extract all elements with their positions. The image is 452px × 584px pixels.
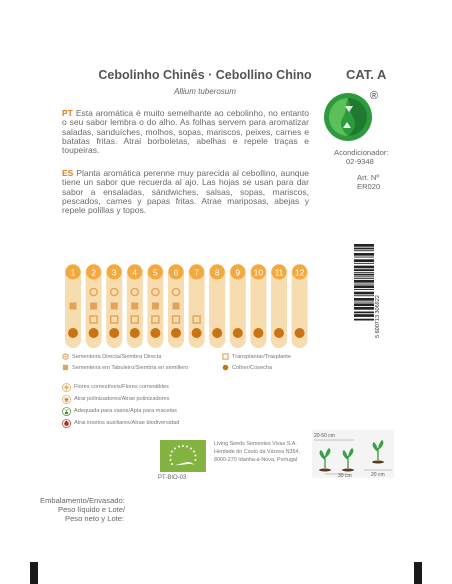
barcode-bar — [354, 253, 374, 256]
company-name: Living Seeds Sementes Vivas S.A. — [214, 441, 297, 447]
barcode-bar — [354, 280, 374, 283]
barcode-bar — [354, 298, 374, 301]
month-number: 12 — [294, 267, 305, 278]
organic-code: PT-BIO-03 — [158, 475, 187, 481]
month-number: 4 — [132, 267, 138, 278]
tray-sowing-mark — [90, 303, 97, 310]
barcode-bar — [354, 285, 374, 288]
barcode-bar — [354, 244, 374, 247]
scientific-name: Allium tuberosum — [174, 87, 236, 96]
month-number: 2 — [91, 267, 96, 278]
month-number: 11 — [274, 267, 284, 278]
packer-code: 02-9348 — [346, 157, 374, 166]
packaging-label: Embalamento/Envasado: — [40, 496, 125, 505]
description-pt-text: Esta aromática é muito semelhante ao cebolinho, no entanto o seu sabor lembra o do alho. As folhas servem para aromatizar saladas, sanduíches, molhos, sopas, mariscos, peixes, carnes e batatas fritas. Atrai borboletas, abelhas e repele traças e toupeiras. — [62, 108, 309, 156]
barcode-bar — [354, 314, 374, 317]
barcode-bar — [354, 302, 374, 303]
harvest-mark — [171, 328, 181, 338]
barcode-bar — [354, 289, 374, 290]
lang-code-es: ES — [62, 168, 74, 178]
barcode-bar — [354, 266, 374, 269]
month-number: 7 — [194, 267, 199, 278]
spacing-row-label: 20-50 cm — [314, 433, 335, 439]
packer-label: Acondicionador: — [334, 148, 389, 157]
harvest-mark — [89, 328, 99, 338]
harvest-mark — [233, 328, 243, 338]
harvest-mark — [68, 328, 78, 338]
description-pt — [62, 109, 309, 155]
lang-code-pt: PT — [62, 108, 73, 118]
feature-label: Adequada para vasos/Apta para macetas — [74, 408, 177, 414]
month-number: 10 — [253, 267, 264, 278]
category-label: CAT. A — [346, 67, 387, 82]
legend-direct-label: Sementeira Directa/Siembra Directa — [72, 353, 162, 360]
barcode-bars — [354, 244, 374, 321]
legend-transplant-label: Transplantar/Trasplante — [232, 353, 291, 360]
description-es-text: Planta aromática perenne muy parecida al cebollino, aunque tiene un sabor que recuerda al ajo. Las hojas se usan para dar sabor a ensaladas, sándwiches, salsas, sopas, mariscos, pescados, carnes y papas fritas. Atrae mariposas, abejas y repele polillas y topos. — [62, 168, 309, 216]
crop-mark — [414, 562, 422, 584]
crop-mark — [30, 562, 38, 584]
barcode-bar — [354, 250, 374, 251]
harvest-mark — [253, 328, 263, 338]
registered-mark: ® — [370, 90, 379, 102]
tray-sowing-mark — [173, 303, 180, 310]
barcode — [352, 242, 382, 338]
pot-icon — [62, 407, 71, 416]
barcode-bar — [354, 295, 374, 296]
barcode-bar — [354, 303, 374, 306]
barcode-bar — [354, 307, 374, 310]
net-weight-label: Peso líquido e Lote/ — [58, 505, 126, 514]
product-title: Cebolinho Chinês · Cebollino Chino — [98, 68, 312, 82]
legend-direct — [62, 353, 162, 360]
harvest-mark — [130, 328, 140, 338]
direct-sowing-icon — [62, 353, 69, 360]
description-es — [62, 169, 309, 215]
harvest-mark — [150, 328, 160, 338]
barcode-bar — [354, 263, 374, 264]
green-dot-recycle-icon — [323, 92, 373, 142]
company-address-line: 8060-270 Idanha-a-Nova, Portugal — [214, 457, 298, 463]
ladybug-icon — [62, 419, 71, 428]
barcode-bar — [354, 274, 374, 276]
harvest-mark — [192, 328, 202, 338]
legend-tray — [62, 364, 188, 371]
month-number: 1 — [70, 267, 76, 278]
month-number: 6 — [173, 267, 179, 278]
barcode-bar — [354, 248, 374, 250]
sowing-calendar — [56, 260, 316, 350]
barcode-bar — [354, 276, 374, 277]
tray-sowing-mark — [152, 303, 159, 310]
harvest-mark — [274, 328, 284, 338]
barcode-bar — [354, 259, 374, 262]
legend-tray-label: Sementeira em Tabuleiro/Siembra en semillero — [72, 364, 189, 371]
eu-organic-logo — [160, 440, 206, 472]
bee-icon — [62, 395, 71, 404]
tray-sowing-mark — [131, 303, 138, 310]
tray-sowing-mark — [111, 303, 118, 310]
harvest-mark — [212, 328, 222, 338]
harvest-icon — [222, 364, 229, 371]
spacing-plant-label: 30 cm — [338, 473, 352, 478]
flower-icon — [62, 383, 71, 392]
plant-spacing-diagram — [312, 430, 394, 478]
harvest-mark — [109, 328, 119, 338]
tray-sowing-mark — [70, 303, 77, 310]
legend-transplant — [222, 353, 291, 360]
month-number: 5 — [153, 267, 158, 278]
transplant-icon — [222, 353, 229, 360]
barcode-bar — [354, 292, 374, 295]
month-number: 9 — [235, 267, 241, 278]
harvest-mark — [295, 328, 305, 338]
legend-harvest — [222, 364, 272, 371]
feature-label: Flores comestíveis/Flores comestibles — [74, 384, 169, 390]
legend-harvest-label: Colher/Cosecha — [232, 364, 273, 371]
barcode-bar — [354, 272, 374, 273]
barcode-bar — [354, 319, 374, 321]
month-number: 8 — [214, 267, 220, 278]
feature-label: Atrai insetos auxiliares/Atrae biodiversidad — [74, 420, 180, 426]
barcode-bar — [354, 284, 374, 285]
barcode-bar — [354, 257, 374, 258]
barcode-bar — [354, 269, 374, 271]
net-weight-label: Peso neto y Lote: — [65, 514, 125, 523]
month-number: 3 — [111, 267, 117, 278]
spacing-plant-label: 20 cm — [371, 472, 385, 478]
article-code: ER020 — [357, 182, 381, 191]
feature-label: Atrai polinizadores/Atrae polinizadores — [74, 396, 170, 402]
company-address-line: Herdade do Couto da Várzea N354, — [214, 449, 301, 455]
tray-sowing-icon — [62, 364, 69, 371]
barcode-bar — [354, 278, 374, 279]
barcode-number: 5 600713 306922 — [375, 295, 381, 338]
article-label: Art. Nº — [357, 173, 380, 182]
barcode-bar — [354, 312, 374, 314]
